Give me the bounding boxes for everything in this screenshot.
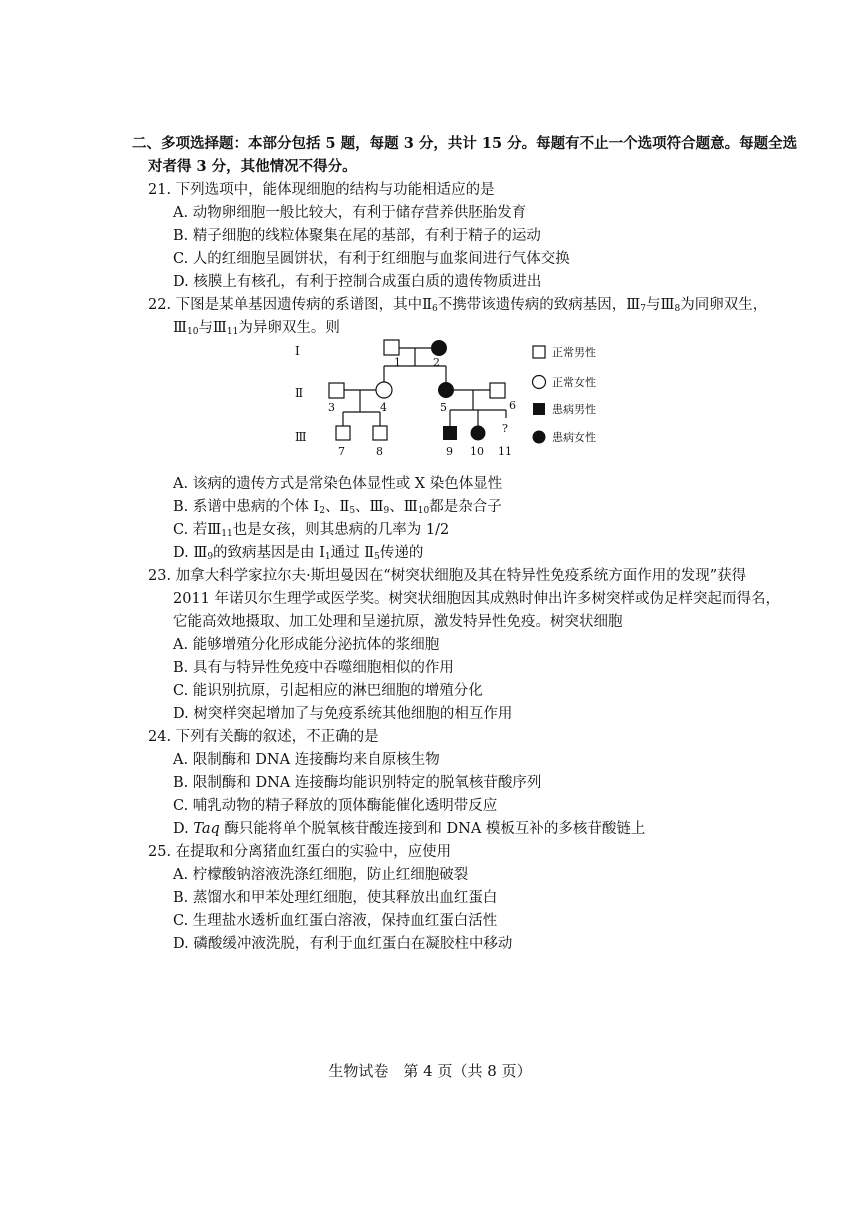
- legend-affected-female: 患病女性: [552, 431, 596, 444]
- q24-option-a: A. 限制酶和 DNA 连接酶均来自原核生物: [173, 752, 440, 768]
- q25-option-d: D. 磷酸缓冲液洗脱，有利于血红蛋白在凝胶柱中移动: [173, 936, 513, 952]
- page-footer: 生物试卷 第 4 页（共 8 页）: [328, 1062, 532, 1080]
- q22-stem-line2: $Ⅲ_{10}$与$Ⅲ_{11}$为异卵双生。则: [173, 320, 340, 337]
- q23-stem-line2: 2011 年诺贝尔生理学或医学奖。树突状细胞因其成熟时伸出许多树突样或伪足样突起而得名，: [173, 591, 781, 607]
- legend-normal-female: 正常女性: [552, 376, 596, 389]
- q21-stem: 21. 下列选项中，能体现细胞的结构与功能相适应的是: [148, 182, 495, 198]
- individual-4: [376, 382, 392, 398]
- q25-stem: 25. 在提取和分离猪血红蛋白的实验中，应使用: [148, 844, 452, 860]
- individual-7: [336, 426, 350, 440]
- individual-8: [373, 426, 387, 440]
- individual-10: [471, 426, 486, 441]
- q24-option-c: C. 哺乳动物的精子释放的顶体酶能催化透明带反应: [173, 798, 498, 814]
- legend-affected-male: 患病男性: [552, 403, 596, 416]
- q25-option-b: B. 蒸馏水和甲苯处理红细胞，使其释放出血红蛋白: [173, 890, 498, 906]
- individual-1: [384, 340, 399, 355]
- label-10: 10: [470, 445, 484, 458]
- individual-5: [438, 382, 454, 398]
- generation-label-2: Ⅱ: [295, 386, 304, 400]
- q23-stem-line1: 23. 加拿大科学家拉尔夫·斯坦曼因在“树突状细胞及其在特异性免疫系统方面作用的发现”获得: [148, 568, 747, 584]
- label-2: 2: [433, 356, 440, 369]
- q22-option-b: B. 系谱中患病的个体 $Ⅰ_2$、$Ⅱ_5$、$Ⅲ_9$、$Ⅲ_{10}$都是杂合子: [173, 499, 502, 516]
- q25-option-a: A. 柠檬酸钠溶液洗涤红细胞，防止红细胞破裂: [173, 867, 469, 883]
- q24-stem: 24. 下列有关酶的叙述，不正确的是: [148, 729, 379, 745]
- q23-option-c: C. 能识别抗原，引起相应的淋巴细胞的增殖分化: [173, 683, 483, 699]
- q21-option-b: B. 精子细胞的线粒体聚集在尾的基部，有利于精子的运动: [173, 228, 541, 244]
- legend-normal-male-icon: [533, 346, 545, 358]
- q23-option-b: B. 具有与特异性免疫中吞噬细胞相似的作用: [173, 660, 454, 676]
- q23-stem-line3: 它能高效地摄取、加工处理和呈递抗原，激发特异性免疫。树突状细胞: [173, 614, 623, 630]
- individual-9: [443, 426, 457, 440]
- label-11: 11: [498, 445, 512, 458]
- individual-3: [329, 383, 344, 398]
- q23-option-d: D. 树突样突起增加了与免疫系统其他细胞的相互作用: [173, 706, 513, 722]
- legend-affected-male-icon: [533, 403, 545, 415]
- q24-option-d: D. Taq 酶只能将单个脱氧核苷酸连接到和 DNA 模板互补的多核苷酸链上: [173, 821, 646, 837]
- section-header-line2: 对者得 3 分，其他情况不得分。: [148, 158, 357, 175]
- individual-2: [431, 340, 447, 356]
- individual-6: [490, 383, 505, 398]
- label-4: 4: [380, 401, 387, 414]
- q25-option-c: C. 生理盐水透析血红蛋白溶液，保持血红蛋白活性: [173, 913, 498, 929]
- legend-normal-female-icon: [533, 376, 546, 389]
- q21-option-a: A. 动物卵细胞一般比较大，有利于储存营养供胚胎发育: [173, 205, 527, 221]
- q22-option-d: D. $Ⅲ_9$的致病基因是由 $Ⅰ_1$通过 $Ⅱ_5$传递的: [173, 545, 424, 562]
- generation-label-3: Ⅲ: [295, 430, 307, 444]
- q21-option-d: D. 核膜上有核孔，有利于控制合成蛋白质的遗传物质进出: [173, 274, 542, 290]
- label-9: 9: [446, 445, 453, 458]
- legend-affected-female-icon: [533, 431, 546, 444]
- q24-option-b: B. 限制酶和 DNA 连接酶均能识别特定的脱氧核苷酸序列: [173, 775, 542, 791]
- label-1: 1: [394, 356, 401, 369]
- label-3: 3: [328, 401, 335, 414]
- pedigree-diagram: [290, 334, 620, 462]
- label-8: 8: [376, 445, 383, 458]
- generation-label-1: I: [295, 344, 300, 358]
- label-6: 6: [509, 399, 516, 412]
- q22-option-c: C. 若$Ⅲ_{11}$也是女孩，则其患病的几率为 1/2: [173, 522, 450, 539]
- legend-normal-male: 正常男性: [552, 346, 596, 359]
- label-unknown: ?: [502, 422, 508, 435]
- section-header-line1: 二、多项选择题：本部分包括 5 题，每题 3 分，共计 15 分。每题有不止一个选项符合题意。每题全选: [132, 135, 798, 152]
- label-7: 7: [338, 445, 345, 458]
- q23-option-a: A. 能够增殖分化形成能分泌抗体的浆细胞: [173, 637, 440, 653]
- q22-stem-line1: 22. 下图是某单基因遗传病的系谱图，其中$Ⅱ_6$不携带该遗传病的致病基因，$Ⅲ_7$与$Ⅲ_8$为同卵双生，: [148, 297, 768, 314]
- q21-option-c: C. 人的红细胞呈圆饼状，有利于红细胞与血浆间进行气体交换: [173, 251, 570, 267]
- q22-option-a: A. 该病的遗传方式是常染色体显性或 X 染色体显性: [173, 476, 503, 492]
- label-5: 5: [440, 401, 447, 414]
